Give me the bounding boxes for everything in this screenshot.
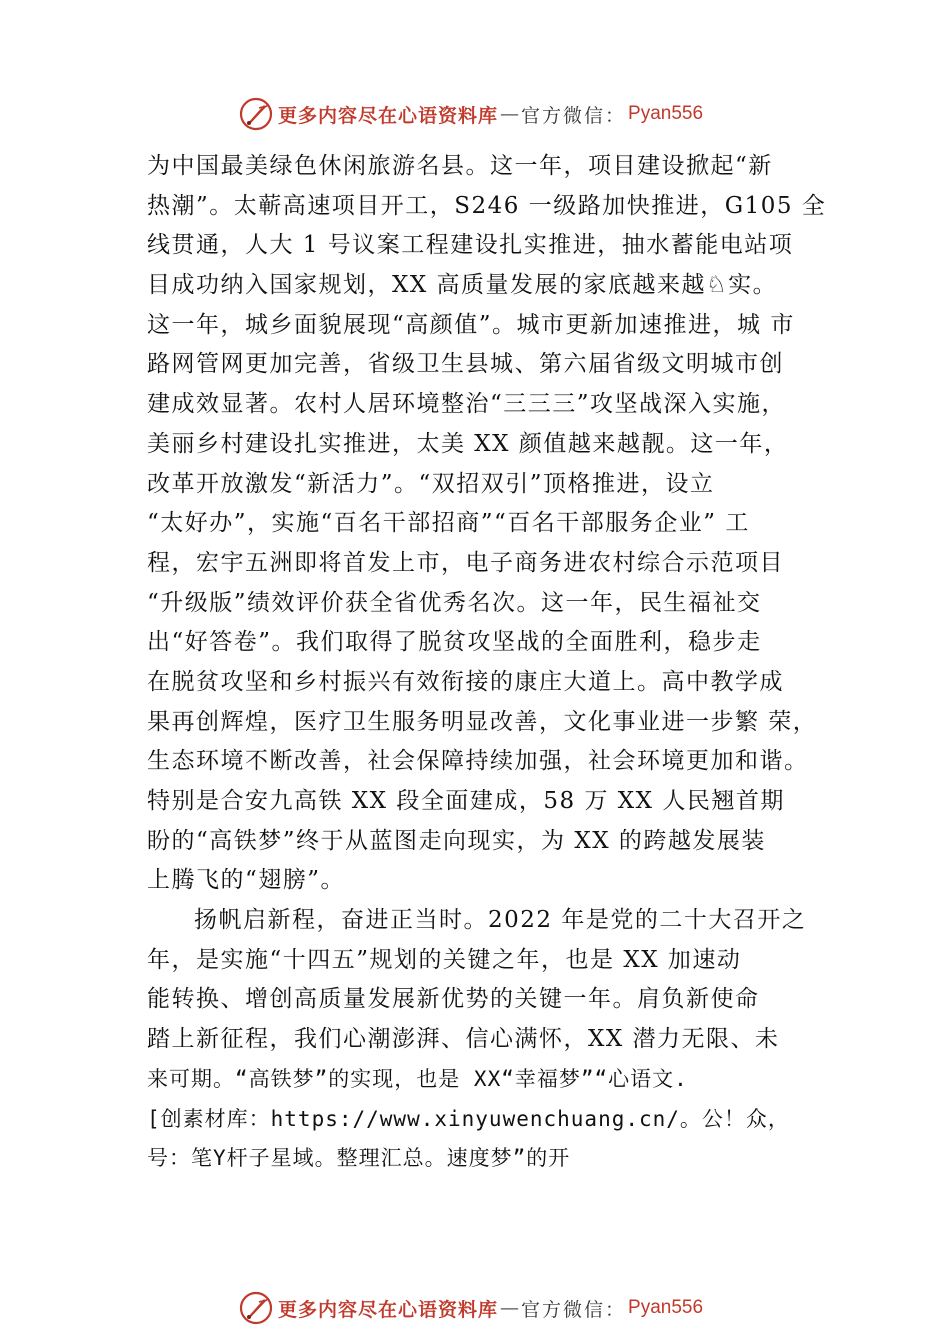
text-line: 盼的“高铁梦”终于从蓝图走向现实，为 XX 的跨越发展装 [147,827,766,854]
text-line: 特别是合安九高铁 XX 段全面建成，58 万 XX 人民翘首期 [147,788,785,814]
footer-dash: — [500,1297,520,1319]
document-body [147,147,837,1179]
text-line: 出“好答卷”。我们取得了脱贫攻坚战的全面胜利，稳步走 [147,629,762,656]
text-line: 改革开放激发“新活力”。“双招双引”顶格推进，设立 [147,470,715,497]
header-sub-text: 官方微信： [521,104,627,127]
text-line: 路网管网更加完善，省级卫生县城、第六届省级文明城市创 [147,351,784,378]
header-watermark-banner [238,94,758,134]
text-line: 能转换、增创高质量发展新优势的关键一年。肩负新使命 [147,986,760,1013]
footer-sub-text: 官方微信： [521,1298,627,1321]
text-line: 年，是实施“十四五”规划的关键之年，也是 XX 加速动 [147,946,742,973]
text-line: 来可期。“高铁梦”的实现，也是 XX“幸福梦”“心语文. [147,1066,688,1091]
text-line: 线贯通，人大 1 号议案工程建设扎实推进，抽水蓄能电站项 [147,232,794,259]
text-line: 为中国最美绿色休闲旅游名县。这一年，项目建设掀起“新 [147,153,773,179]
header-main-text: 更多内容尽在心语资料库 [278,104,499,127]
text-line: 目成功纳入国家规划，XX 高质量发展的家底越来越♘实。 [147,272,778,299]
text-line: 号：笔Y杆子星域。整理汇总。速度梦”的开 [147,1146,571,1171]
text-line: 美丽乡村建设扎实推进，太美 XX 颜值越来越靓。这一年， [147,430,789,457]
text-line: 热潮”。太蕲高速项目开工，S246 一级路加快推进，G105 全 [147,192,827,219]
footer-main-text: 更多内容尽在心语资料库 [278,1298,499,1321]
text-line: “升级版”绩效评价获全省优秀名次。这一年，民生福祉交 [147,589,762,616]
paragraph-start-line: 扬帆启新程，奋进正当时。2022 年是党的二十大召开之 [194,907,807,934]
text-line: 生态环境不断改善，社会保障持续加强，社会环境更加和谐。 [147,748,809,775]
text-line: “太好办”，实施“百名干部招商”“百名干部服务企业” 工 [147,510,750,537]
footer-watermark-banner [238,1288,758,1328]
header-wechat-id: Pyan556 [628,103,704,124]
text-line: [创素材库：https://www.xinyuwenchuang.cn/。公！众， [147,1106,790,1131]
footer-wechat-id: Pyan556 [628,1297,704,1318]
quill-pen-logo-icon [238,96,274,132]
text-line: 果再创辉煌，医疗卫生服务明显改善，文化事业进一步繁 荣， [147,708,818,735]
text-line: 上腾飞的“翅膀”。 [147,867,346,894]
text-line: 踏上新征程，我们心潮澎湃、信心满怀，XX 潜力无限、未 [147,1026,780,1053]
quill-pen-logo-icon [238,1290,274,1326]
text-line: 在脱贫攻坚和乡村振兴有效衔接的康庄大道上。高中教学成 [147,668,784,695]
header-dash: — [500,103,520,125]
text-line: 这一年，城乡面貌展现“高颜值”。城市更新加速推进，城 市 [147,311,795,338]
text-line: 建成效显著。农村人居环境整治“三三三”攻坚战深入实施， [147,391,787,418]
text-line: 程，宏宇五洲即将首发上市，电子商务进农村综合示范项目 [147,549,784,576]
